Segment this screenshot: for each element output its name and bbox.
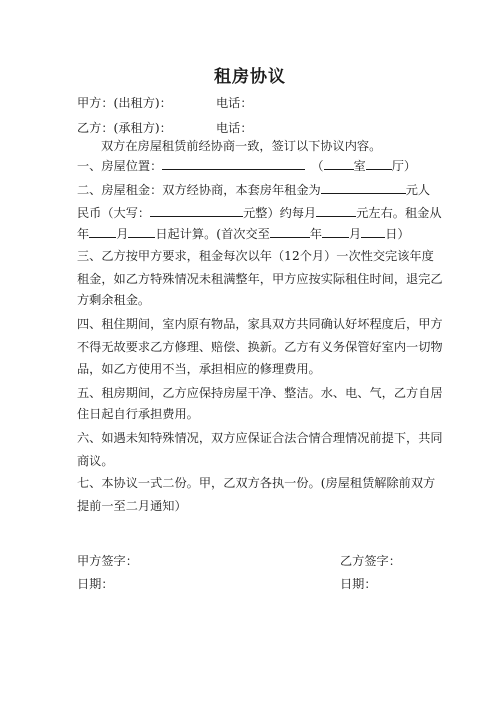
intro-text: 双方在房屋租赁前经协商一致，签订以下协议内容。	[101, 139, 382, 153]
clause-1	[77, 156, 427, 175]
start-month-label: 月	[116, 227, 129, 241]
hall-count-blank	[366, 156, 392, 170]
clause-2-text-e: 元左右。租金从	[356, 206, 442, 220]
annual-rent-blank	[321, 180, 406, 194]
clause-2-text-c: 民币（大写：	[77, 206, 151, 220]
landlord-label: 甲方：(出租方)：	[77, 96, 172, 110]
rent-in-words-blank	[150, 203, 243, 217]
tenant-label: 乙方：(承租方)：	[77, 121, 172, 135]
paid-until-month-label: 月	[349, 227, 362, 241]
start-month-blank	[89, 224, 116, 238]
tenant-date-label: 日期：	[340, 577, 377, 591]
clause-2-text-b: 元人	[405, 183, 431, 197]
clause-5-line-1: 五、租房期间，乙方应保持房屋干净、整洁。水、电、气，乙方自居	[77, 386, 443, 400]
clause-2-text-d: 元整）约每月	[243, 206, 317, 220]
address-blank	[162, 156, 305, 170]
clause-3-line-1: 三、乙方按甲方要求，租金每次以年（12个月）一次性交完该年度	[77, 249, 434, 263]
clause-1-paren: （	[311, 159, 324, 173]
clause-2-line-1	[77, 180, 431, 199]
clause-2-text-f: 日起计算。(首次交至	[155, 227, 270, 241]
paid-until-year-blank	[270, 224, 310, 238]
clause-5-line-2: 住日起自行承担费用。	[77, 407, 199, 421]
document-title: 租房协议	[214, 67, 286, 87]
paid-until-day-label: 日）	[385, 227, 410, 241]
clause-2-text-a: 二、房屋租金：双方经协商，本套房年租金为	[77, 183, 321, 197]
clause-4-line-3: 品，如乙方使用不当，承担相应的修理费用。	[77, 362, 321, 376]
landlord-signature-label: 甲方签字：	[77, 554, 138, 568]
clause-3-line-3: 方剩余租金。	[77, 293, 151, 307]
landlord-date-label: 日期：	[77, 577, 114, 591]
tenant-phone-label: 电话：	[216, 121, 253, 135]
paid-until-month-blank	[322, 224, 349, 238]
clause-2-line-2	[77, 203, 442, 222]
landlord-phone-label: 电话：	[216, 96, 253, 110]
room-count-blank	[324, 156, 354, 170]
clause-1-prefix: 一、房屋位置：	[77, 159, 163, 173]
clause-6-line-2: 商议。	[77, 454, 114, 468]
paid-until-day-blank	[361, 224, 385, 238]
clause-4-line-2: 不得无故要求乙方修理、赔偿、换新。乙方有义务保管好室内一切物	[77, 340, 443, 354]
tenant-signature-label: 乙方签字：	[340, 554, 401, 568]
start-day-blank	[128, 224, 155, 238]
clause-2-line-3	[77, 224, 427, 243]
clause-7-line-1: 七、本协议一式二份。甲，乙双方各执一份。(房屋租赁解除前双方	[77, 476, 436, 490]
hall-unit: 厅）	[391, 159, 417, 173]
room-unit: 室	[353, 159, 366, 173]
monthly-rent-blank	[316, 203, 356, 217]
clause-3-line-2: 租金，如乙方特殊情况未租满整年，甲方应按实际租住时间，退完乙	[77, 272, 443, 286]
clause-6-line-1: 六、如遇未知特殊情况，双方应保证合法合情合理情况前提下，共同	[77, 431, 443, 445]
clause-4-line-1: 四、租住期间，室内原有物品，家具双方共同确认好坏程度后，甲方	[77, 317, 443, 331]
clause-7-line-2: 提前一至二月通知）	[77, 499, 187, 513]
start-year-label: 年	[77, 227, 90, 241]
paid-until-year-label: 年	[309, 227, 323, 241]
